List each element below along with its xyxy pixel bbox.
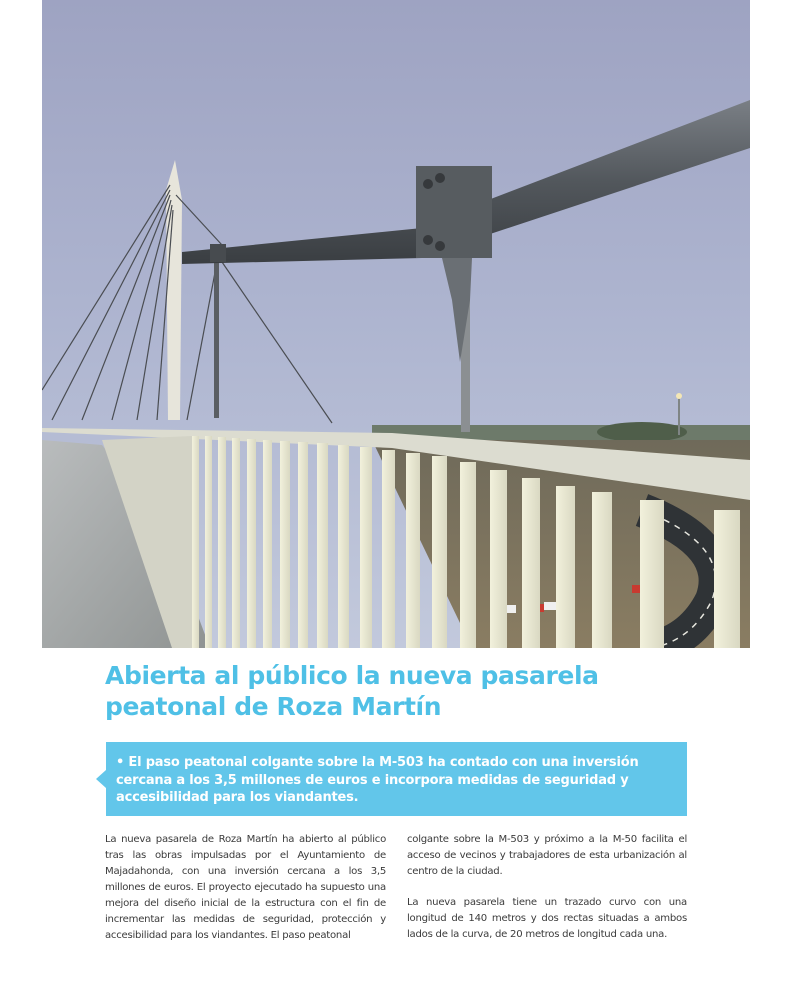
body-column-right	[407, 832, 687, 958]
body-column-left	[105, 832, 386, 959]
body-paragraph: colgante sobre la M-503 y próximo a la M-50 facilita el acceso de vecinos y trabajadores de esta urbanización al centro de la ciudad.	[407, 834, 687, 877]
body-paragraph: La nueva pasarela de Roza Martín ha abierto al público tras las obras impulsadas por el Ayuntamiento de Majadahonda, con una inversión cercana a los 3,5 millones de euros. El proyecto ejecutado ha supuesto una mejora del diseño inicial de la estructura con el fin de incrementar las medidas de seguridad, protección y accesibilidad para los viandantes. El paso peatonal	[105, 834, 386, 941]
subtitle-text: • El paso peatonal colgante sobre la M-503 ha contado con una inversión cercana a los 3,5 millones de euros e incorpora medidas de seguridad y accesibilidad para los viandantes.	[116, 755, 639, 805]
subtitle-callout	[106, 742, 687, 816]
article-headline: Abierta al público la nueva pasarela peatonal de Roza Martín	[105, 661, 599, 721]
body-paragraph: La nueva pasarela tiene un trazado curvo con una longitud de 140 metros y dos rectas situadas a ambos lados de la curva, de 20 metros de longitud cada una.	[407, 897, 687, 940]
bridge-photo	[42, 0, 750, 648]
